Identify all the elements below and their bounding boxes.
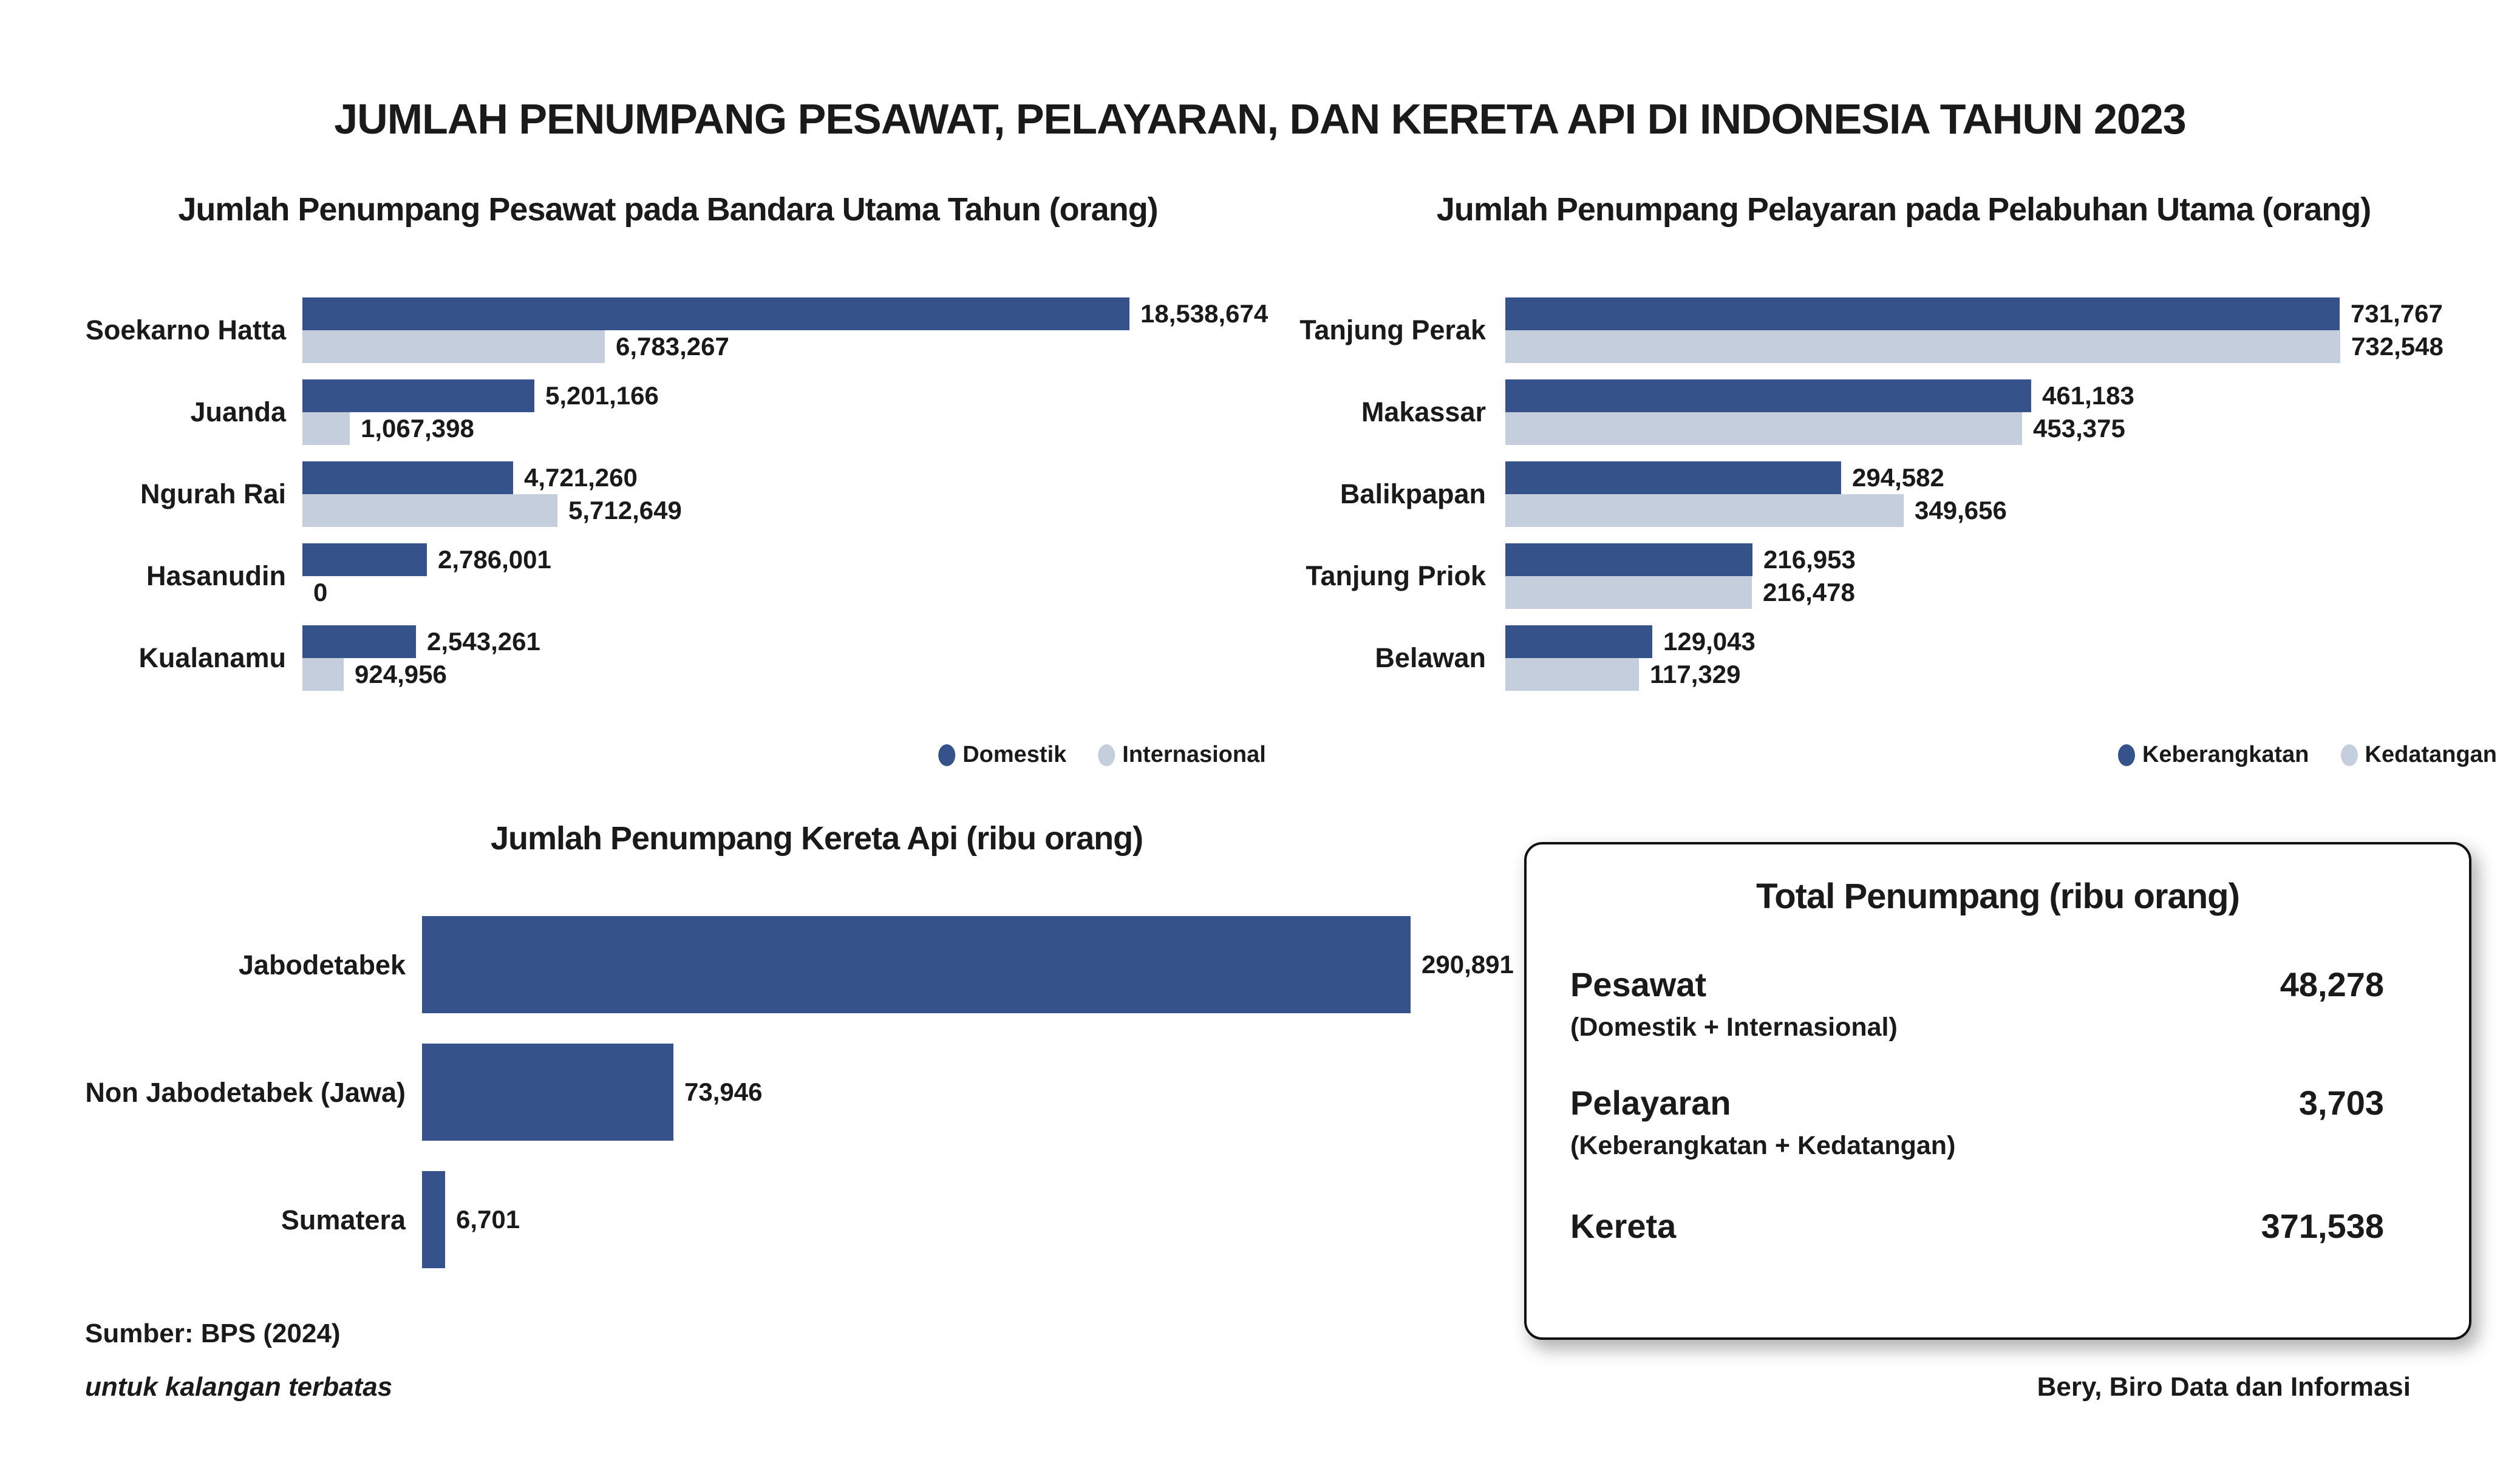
bar-value-label: 117,329 — [1650, 659, 1741, 688]
chart-pesawat-title: Jumlah Penumpang Pesawat pada Bandara Utama Tahun (orang) — [178, 191, 1158, 228]
bar-domestik — [302, 297, 1129, 330]
bar-value-label: 1,067,398 — [361, 413, 474, 443]
bar-line — [302, 412, 1263, 445]
bar-kedatangan — [1505, 658, 1639, 691]
source-text: Sumber: BPS (2024) — [85, 1319, 341, 1348]
page-title: JUMLAH PENUMPANG PESAWAT, PELAYARAN, DAN KERETA API DI INDONESIA TAHUN 2023 — [334, 95, 2186, 143]
bar-row-juanda — [73, 371, 1263, 453]
bars-group — [422, 1044, 1561, 1141]
bar-domestik — [302, 543, 427, 576]
bar-line — [1505, 379, 2508, 412]
bar-row-sumatera — [73, 1156, 1561, 1283]
bar-value-label: 5,201,166 — [545, 381, 659, 410]
bars-group — [422, 1171, 1561, 1268]
total-kereta-value: 371,538 — [2261, 1207, 2384, 1245]
chart-pesawat-rows — [73, 289, 1269, 699]
total-summary-box — [1524, 842, 2471, 1340]
bar-row-belawan — [1299, 617, 2508, 699]
bar-internasional — [302, 330, 605, 363]
bar-line — [1505, 412, 2508, 445]
bars-group — [1505, 461, 2508, 527]
bar-internasional — [302, 494, 557, 527]
legend-item-kedatangan — [2341, 742, 2497, 768]
category-label: Juanda — [190, 396, 286, 427]
category-label: Tanjung Perak — [1299, 314, 1486, 345]
category-label: Jabodetabek — [238, 949, 406, 980]
bar-value-label: 4,721,260 — [524, 463, 638, 492]
category-label: Sumatera — [281, 1204, 406, 1235]
chart-pesawat-legend — [938, 742, 1266, 768]
bar-row-tanjung-priok — [1299, 535, 2508, 617]
bar-row-jabodetabek — [73, 901, 1561, 1028]
bar-row-ngurah-rai — [73, 453, 1263, 535]
bar-keberangkatan — [1505, 625, 1652, 658]
bar-value-label: 18,538,674 — [1140, 299, 1269, 328]
bar-value-label: 731,767 — [2351, 299, 2443, 328]
bar-value-label: 129,043 — [1663, 627, 1755, 656]
chart-pelayaran-title: Jumlah Penumpang Pelayaran pada Pelabuhan Utama (orang) — [1436, 191, 2371, 228]
bar-row-makassar — [1299, 371, 2508, 453]
credit-text: Bery, Biro Data dan Informasi — [2037, 1372, 2411, 1402]
chart-kereta-rows — [73, 901, 1561, 1283]
bar-value-label: 2,786,001 — [438, 545, 551, 574]
bar-value-label: 0 — [313, 577, 328, 606]
bar-row-tanjung-perak — [1299, 289, 2508, 371]
legend-dot-icon — [1098, 744, 1115, 766]
legend-label: Kedatangan — [2365, 742, 2498, 767]
bar-line — [302, 625, 1263, 658]
bar-internasional — [302, 412, 350, 445]
chart-pelayaran-rows — [1299, 289, 2508, 699]
category-label: Belawan — [1375, 642, 1486, 673]
bar-line — [302, 543, 1263, 576]
bar-keberangkatan — [1505, 297, 2340, 330]
total-kereta-label: Kereta — [1570, 1207, 1677, 1245]
legend-dot-icon — [2118, 744, 2135, 766]
bar-line — [302, 461, 1263, 494]
legend-label: Keberangkatan — [2142, 742, 2309, 767]
bar-value-label: 732,548 — [2351, 331, 2443, 361]
bar-keberangkatan — [1505, 461, 1841, 494]
bars-group — [302, 379, 1263, 445]
bar-line — [422, 1171, 1561, 1268]
bar-internasional — [302, 658, 344, 691]
legend-item-keberangkatan — [2118, 742, 2309, 768]
bar-value-label: 5,712,649 — [568, 495, 682, 525]
bar-value-label: 6,701 — [456, 1205, 520, 1234]
bar-value-label: 290,891 — [1422, 950, 1514, 979]
chart-kereta-title: Jumlah Penumpang Kereta Api (ribu orang) — [490, 820, 1143, 857]
bar-value-label: 216,478 — [1763, 577, 1855, 606]
bars-group — [302, 543, 1263, 609]
bars-group — [302, 625, 1263, 691]
bar-row-non-jabodetabek-jawa- — [73, 1028, 1561, 1156]
category-label: Hasanudin — [146, 560, 286, 591]
chart-pelayaran — [1299, 170, 2508, 795]
bar-kedatangan — [1505, 330, 2340, 363]
bars-group — [1505, 297, 2508, 363]
total-pesawat-sub: (Domestik + Internasional) — [1570, 1013, 1898, 1042]
bar-value-label: 216,953 — [1763, 545, 1856, 574]
bar-row-kualanamu — [73, 617, 1263, 699]
category-label: Soekarno Hatta — [85, 314, 286, 345]
bar-line — [1505, 625, 2508, 658]
total-box-title: Total Penumpang (ribu orang) — [1756, 877, 2239, 916]
legend-dot-icon — [938, 744, 955, 766]
bar-row-soekarno-hatta — [73, 289, 1269, 371]
bar-line — [422, 916, 1561, 1013]
bar-value-label: 924,956 — [355, 659, 447, 688]
bar-keberangkatan — [1505, 379, 2031, 412]
legend-item-domestik — [938, 742, 1066, 768]
bar-line — [302, 658, 1263, 691]
category-label: Tanjung Priok — [1306, 560, 1486, 591]
bar-line — [1505, 330, 2508, 363]
category-label: Ngurah Rai — [140, 478, 286, 509]
bars-group — [1505, 379, 2508, 445]
total-pesawat-label: Pesawat — [1570, 965, 1707, 1004]
legend-item-internasional — [1098, 742, 1266, 768]
bar-value-label: 2,543,261 — [427, 627, 540, 656]
bar-kedatangan — [1505, 494, 1904, 527]
bar-line — [1505, 494, 2508, 527]
bar-line — [1505, 461, 2508, 494]
chart-kereta — [73, 807, 1561, 1366]
category-label: Kualanamu — [138, 642, 286, 673]
bar-domestik — [302, 461, 513, 494]
bar-value-label: 349,656 — [1915, 495, 2007, 525]
bar-value-label: 73,946 — [684, 1078, 763, 1106]
bars-group — [1505, 543, 2508, 609]
category-label: Non Jabodetabek (Jawa) — [85, 1076, 406, 1108]
bar-row-balikpapan — [1299, 453, 2508, 535]
category-label: Balikpapan — [1340, 478, 1486, 509]
bar-line — [1505, 658, 2508, 691]
bar-line — [302, 576, 1263, 609]
chart-pesawat — [73, 170, 1269, 795]
bar-penumpang — [422, 1044, 673, 1141]
bar-keberangkatan — [1505, 543, 1752, 576]
confidential-note: untuk kalangan terbatas — [85, 1372, 393, 1402]
total-pelayaran-sub: (Keberangkatan + Kedatangan) — [1570, 1131, 1956, 1160]
bar-penumpang — [422, 916, 1411, 1013]
total-pelayaran-value: 3,703 — [2298, 1084, 2384, 1122]
total-pelayaran-label: Pelayaran — [1570, 1084, 1731, 1122]
bar-line — [1505, 297, 2508, 330]
bar-line — [302, 379, 1263, 412]
bars-group — [1505, 625, 2508, 691]
bar-value-label: 6,783,267 — [616, 331, 729, 361]
legend-label: Domestik — [962, 742, 1067, 767]
bar-domestik — [302, 625, 416, 658]
total-pesawat-value: 48,278 — [2280, 965, 2384, 1004]
category-label: Makassar — [1361, 396, 1486, 427]
legend-label: Internasional — [1122, 742, 1266, 767]
bars-group — [422, 916, 1561, 1013]
bar-domestik — [302, 379, 534, 412]
chart-pelayaran-legend — [2118, 742, 2497, 768]
bar-value-label: 461,183 — [2042, 381, 2134, 410]
bars-group — [302, 461, 1263, 527]
bar-kedatangan — [1505, 576, 1752, 609]
bar-kedatangan — [1505, 412, 2022, 445]
legend-dot-icon — [2341, 744, 2358, 766]
bar-value-label: 294,582 — [1852, 463, 1944, 492]
bar-line — [1505, 543, 2508, 576]
bar-line — [302, 494, 1263, 527]
bar-penumpang — [422, 1171, 445, 1268]
bar-line — [1505, 576, 2508, 609]
bar-line — [422, 1044, 1561, 1141]
bars-group — [302, 297, 1268, 363]
bar-row-hasanudin — [73, 535, 1263, 617]
bar-value-label: 453,375 — [2033, 413, 2125, 443]
bar-line — [302, 330, 1268, 363]
bar-line — [302, 297, 1268, 330]
